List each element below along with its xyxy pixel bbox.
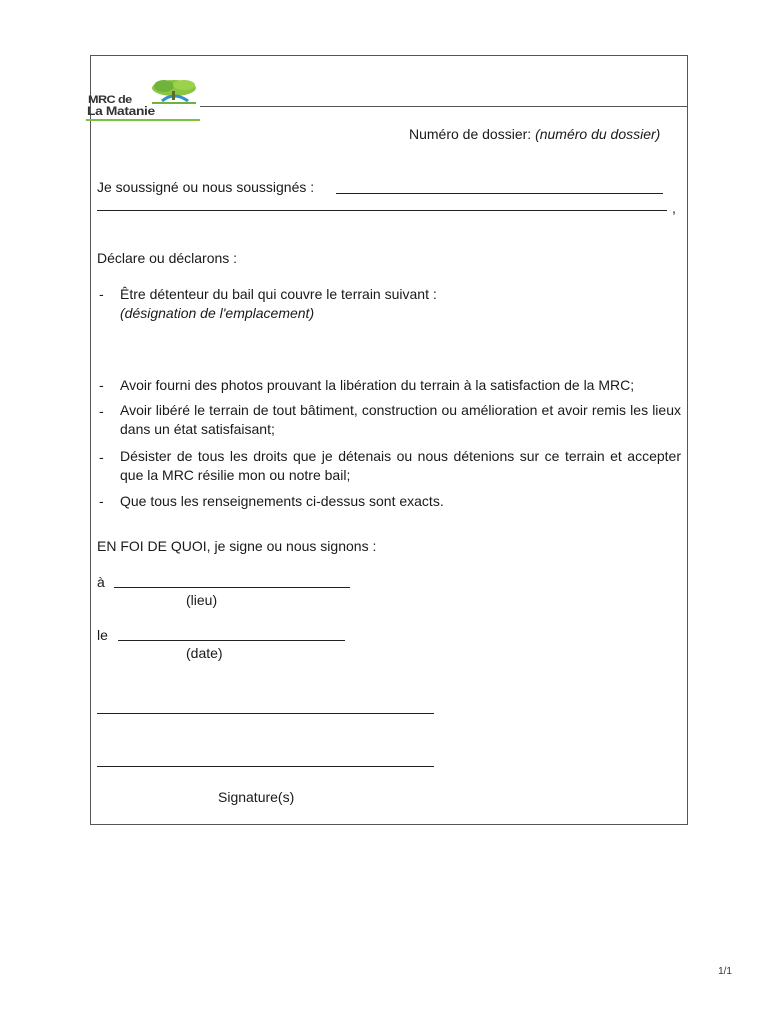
- declare-heading: Déclare ou déclarons :: [97, 250, 238, 266]
- dossier-value: (numéro du dossier): [535, 126, 661, 142]
- bullet-dash: -: [99, 286, 104, 302]
- dossier-number: [409, 125, 660, 143]
- item-photos: Avoir fourni des photos prouvant la libération du terrain à la satisfaction de la MRC;: [120, 377, 635, 393]
- signature-blank-1[interactable]: [97, 713, 434, 714]
- soussigne-blank-2[interactable]: [97, 210, 667, 211]
- lieu-caption: (lieu): [186, 592, 218, 608]
- tree-logo-icon: [148, 79, 200, 105]
- soussigne-blank-1[interactable]: [336, 193, 663, 194]
- date-caption: (date): [186, 645, 223, 661]
- lieu-blank[interactable]: [114, 587, 350, 588]
- logo-text-line1: MRC de: [88, 94, 132, 106]
- signature-caption: Signature(s): [218, 789, 295, 805]
- item-bail-line1: Être détenteur du bail qui couvre le terrain suivant :: [120, 286, 437, 302]
- mrc-logo: [86, 79, 202, 123]
- date-blank[interactable]: [118, 640, 345, 641]
- le-label: le: [97, 627, 108, 643]
- soussigne-label: Je soussigné ou nous soussignés :: [97, 179, 315, 195]
- a-label: à: [97, 574, 105, 590]
- item-bail-line2: (désignation de l'emplacement): [120, 305, 315, 321]
- page-number: 1/1: [718, 966, 732, 977]
- document-frame: [90, 55, 688, 825]
- logo-underline: [86, 119, 200, 121]
- en-foi-statement: EN FOI DE QUOI, je signe ou nous signons :: [97, 538, 377, 554]
- item-exacts: Que tous les renseignements ci-dessus sont exacts.: [120, 493, 444, 509]
- item-libere: Avoir libéré le terrain de tout bâtiment, construction ou amélioration et avoir remis les lieux dans un état satisfaisant;: [120, 402, 681, 437]
- header-rule: [200, 106, 688, 107]
- bullet-dash: -: [99, 449, 104, 465]
- bullet-dash: -: [99, 403, 104, 419]
- bullet-dash: -: [99, 493, 104, 509]
- comma-mark: ,: [672, 200, 676, 216]
- bullet-dash: -: [99, 377, 104, 393]
- item-desister: Désister de tous les droits que je détenais ou nous détenions sur ce terrain et accepter que la MRC résilie mon ou notre bail;: [120, 448, 681, 483]
- signature-blank-2[interactable]: [97, 766, 434, 767]
- dossier-label: Numéro de dossier:: [409, 126, 536, 142]
- logo-text-line2: La Matanie: [87, 104, 155, 118]
